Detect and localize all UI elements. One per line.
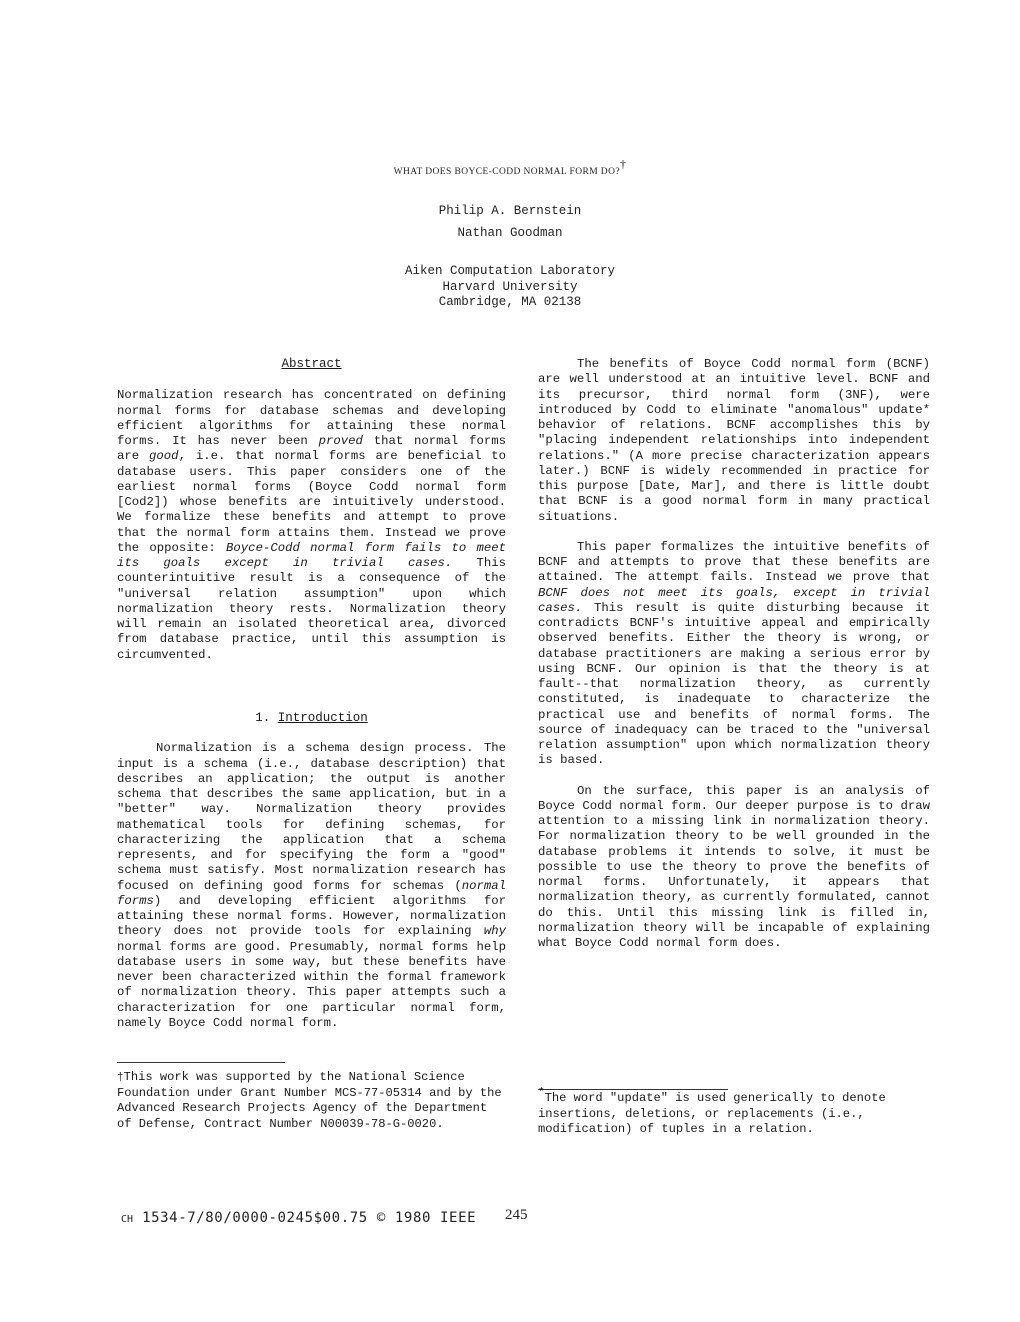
abstract-text-1: Normalization research has concentrated on defining normal forms for database schemas and developing efficient algorithms for attaining these normal forms. It has never been <box>117 388 506 448</box>
surface-analysis-paragraph: On the surface, this paper is an analysis of Boyce Codd normal form. Our deeper purpose is to draw attention to a missing link in normalization theory. For normalization theory to be well grounded in the database problems it intends to solve, it must be possible to use the theory to prove the benefits of normal forms. Unfortunately, it appears that normalization theory, as currently formulated, cannot do this. Until this missing link is filled in, normalization theory will be incapable of explaining what Boyce Codd normal form does. <box>538 783 930 950</box>
funding-footnote <box>117 1070 506 1132</box>
abstract-emph-good: good <box>149 449 179 464</box>
formalization-paragraph <box>538 540 930 769</box>
abstract-body <box>117 388 506 663</box>
abstract-text-4: This counterintuitive result is a consequence of the "universal relation assumption" upon which normalization theory rests. Normalization theory will remain an isolated theoretical area, divorced from database practice, until this assumption is circumvented. <box>117 556 506 662</box>
affiliation-lab: Aiken Computation Laboratory <box>404 264 616 278</box>
author-2: Nathan Goodman <box>457 226 563 240</box>
formalization-text-2: This result is quite disturbing because it contradicts BCNF's intuitive appeal and empirically observed benefits. Either the theory is wrong, or database practitioners are making a serious error by using BCNF. Our opinion is that the theory is at fault--that normalization theory, as currently constituted, is inadequate to characterize the practical use and benefits of normal forms. The source of inadequacy can be traced to the "universal relation assumption" upon which normalization theory is based. <box>538 600 930 768</box>
update-footnote-mark: * <box>538 1087 545 1099</box>
funding-footnote-mark: † <box>117 1072 124 1084</box>
publication-code-prefix: CH <box>121 1214 134 1225</box>
update-footnote <box>538 1087 930 1138</box>
intro-text-3: normal forms are good. Presumably, normal forms help database users in some way, but these benefits have never been characterized within the formal framework of normalization theory. This paper attempts such a characterization for one particular normal form, namely Boyce Codd normal form. <box>117 939 506 1030</box>
intro-text-2: ) and developing efficient algorithms for attaining these normal forms. However, normalization theory does not provide tools for explaining <box>117 893 506 939</box>
author-1: Philip A. Bernstein <box>438 204 582 218</box>
right-column <box>538 357 930 951</box>
introduction-heading <box>117 711 506 726</box>
affiliation-university: Harvard University <box>442 280 578 294</box>
abstract-text-2: that normal forms are <box>117 434 507 464</box>
affiliation-address: Cambridge, MA 02138 <box>438 295 582 309</box>
update-footnote-text: The word "update" is used generically to denote insertions, deletions, or replacements (i.e., modification) of tuples in a relation. <box>538 1091 886 1137</box>
publication-code-text: 1534-7/80/0000-0245$00.75 © 1980 IEEE <box>142 1210 477 1226</box>
title-text: WHAT DOES BOYCE-CODD NORMAL FORM DO? <box>393 167 620 177</box>
funding-footnote-text: This work was supported by the National Science Foundation under Grant Number MCS-77-05314 and by the Advanced Research Projects Agency of the Department of Defense, Contract Number N00039-78-G-0020. <box>117 1070 502 1131</box>
right-footnote-rule <box>538 1089 728 1090</box>
abstract-section <box>117 357 506 663</box>
abstract-emph-proved: proved <box>318 434 363 448</box>
abstract-heading-text: Abstract <box>281 357 342 371</box>
formalization-text-1: This paper formalizes the intuitive benefits of BCNF and attempts to prove that these benefits are attained. The attempt fails. Instead we prove that <box>538 539 930 585</box>
left-footnote-rule <box>117 1062 285 1063</box>
page-number: 245 <box>505 1207 528 1223</box>
introduction-section <box>117 711 506 1031</box>
publication-code <box>121 1210 476 1226</box>
abstract-emph-claim: Boyce-Codd normal form fails to meet its goals except in trivial cases. <box>117 540 507 570</box>
abstract-text-3: , i.e. that normal forms are beneficial to database users. This paper considers one of the earliest normal forms (Boyce Codd normal form [Cod2]) whose benefits are intuitively understood. We formalize these benefits and attempt to prove that the normal form attains them. Instead we prove the opposite: <box>117 449 506 555</box>
intro-emph-why: why <box>483 924 506 939</box>
formalization-emph-claim: BCNF does not meet its goals, except in trivial cases. <box>538 585 930 615</box>
intro-emph-normal-forms: normal forms <box>117 878 506 908</box>
bcnf-benefits-paragraph: The benefits of Boyce Codd normal form (BCNF) are well understood at an intuitive level. BCNF and its precursor, third normal form (3NF), were introduced by Codd to eliminate "anomalous" update* behavior of relations. BCNF accomplishes this by "placing independent relationships into independent relations." (A more precise characterization appears later.) BCNF is widely recommended in practice for this purpose [Date, Mar], and there is little doubt that BCNF is a good normal form in many practical situations. <box>538 357 930 524</box>
abstract-heading <box>117 357 506 372</box>
intro-text-1: Normalization is a schema design process. The input is a schema (i.e., database description) that describes an application; the output is another schema that describes the same application, but in a "better" way. Normalization theory provides mathematical tools for defining schemas, for characterizing the application that a schema represents, and for specifying the form a "good" schema must satisfy. Most normalization research has focused on defining good forms for schemas ( <box>117 741 506 893</box>
paper-title <box>0 157 1020 177</box>
title-footnote-mark: † <box>619 157 627 171</box>
introduction-number: 1. <box>255 711 271 725</box>
introduction-heading-text: Introduction <box>277 711 368 725</box>
introduction-body <box>117 741 506 1031</box>
